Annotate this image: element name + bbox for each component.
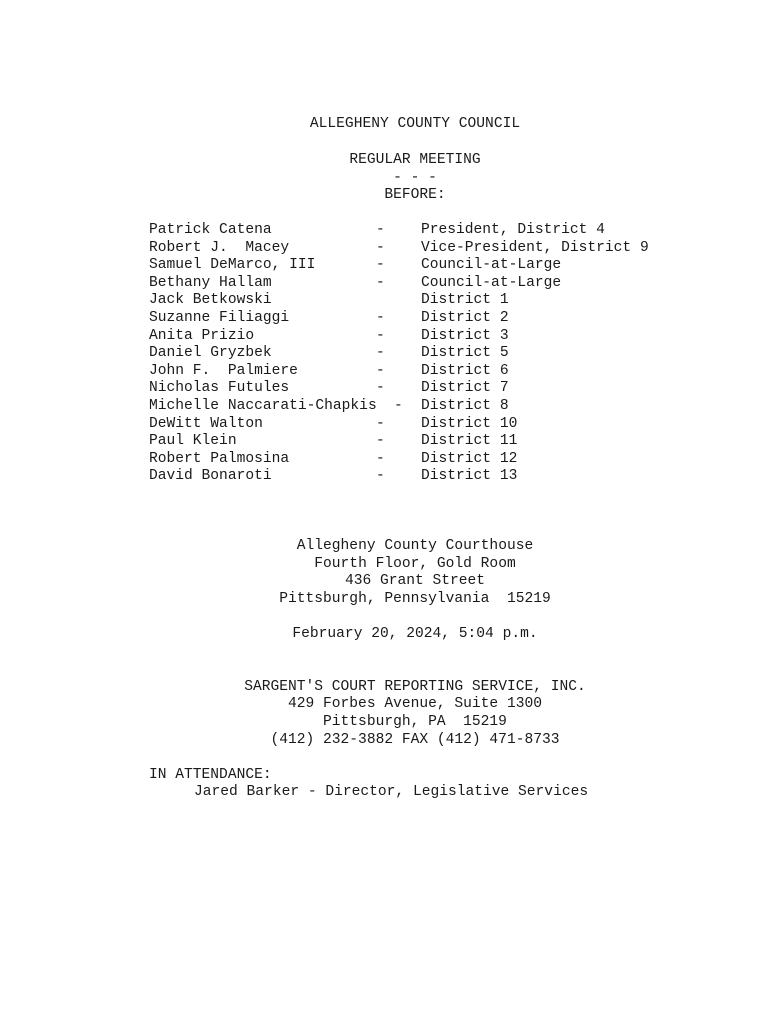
member-dash: -	[376, 415, 385, 432]
member-dash: -	[376, 274, 385, 291]
member-role: District 6	[421, 362, 509, 379]
reporter-city: Pittsburgh, PA 15219	[323, 714, 507, 730]
member-role: Council-at-Large	[421, 274, 562, 291]
member-name: Patrick Catena	[149, 222, 272, 238]
member-role: District 10	[421, 415, 518, 432]
location-city: Pittsburgh, Pennsylvania 15219	[279, 591, 551, 607]
member-name: Samuel DeMarco, III	[149, 257, 316, 274]
member-name: Paul Klein	[149, 433, 237, 450]
member-name: Anita Prizio	[149, 327, 255, 344]
member-role: President, District 4	[421, 222, 605, 238]
member-name: John F. Palmiere	[149, 362, 298, 379]
member-dash: -	[376, 345, 385, 362]
member-role: District 8	[421, 398, 509, 414]
member-dash: -	[376, 310, 385, 326]
member-role: District 5	[421, 345, 509, 362]
reporter-company: SARGENT'S COURT REPORTING SERVICE, INC.	[244, 679, 586, 695]
member-dash: -	[376, 222, 385, 238]
member-name: Bethany Hallam	[149, 274, 272, 291]
member-role: District 2	[421, 310, 509, 326]
member-role: District 1	[421, 292, 509, 309]
member-role: Council-at-Large	[421, 257, 562, 274]
member-name: Michelle Naccarati-Chapkis	[149, 398, 377, 414]
member-dash: -	[376, 450, 385, 467]
member-dash: -	[376, 468, 385, 485]
member-name: Jack Betkowski	[149, 292, 272, 309]
member-role: District 7	[421, 380, 509, 397]
member-name: David Bonaroti	[149, 468, 272, 485]
member-role: Vice-President, District 9	[421, 239, 649, 256]
reporter-address: 429 Forbes Avenue, Suite 1300	[288, 696, 542, 712]
member-dash: -	[376, 362, 385, 379]
reporter-phone: (412) 232-3882 FAX (412) 471-8733	[270, 732, 560, 748]
member-dash: -	[376, 433, 385, 450]
location-street: 436 Grant Street	[344, 573, 486, 589]
before-label: BEFORE:	[384, 187, 446, 203]
attendance-entry: Jared Barker - Director, Legislative Services	[194, 784, 589, 800]
meeting-type: REGULAR MEETING	[349, 152, 481, 168]
location-building: Allegheny County Courthouse	[296, 538, 534, 554]
member-name: DeWitt Walton	[149, 415, 263, 432]
member-dash: -	[376, 380, 385, 397]
meeting-datetime: February 20, 2024, 5:04 p.m.	[292, 626, 538, 642]
member-dash: -	[376, 239, 385, 256]
location-room: Fourth Floor, Gold Room	[314, 556, 516, 572]
member-dash: -	[394, 398, 403, 414]
separator: - - -	[393, 170, 437, 186]
member-name: Robert J. Macey	[149, 239, 290, 256]
attendance-label: IN ATTENDANCE:	[149, 767, 272, 783]
council-title: ALLEGHENY COUNTY COUNCIL	[309, 116, 521, 132]
member-name: Daniel Gryzbek	[149, 345, 272, 362]
member-role: District 12	[421, 450, 518, 467]
member-name: Nicholas Futules	[149, 380, 290, 397]
member-dash: -	[376, 257, 385, 274]
member-role: District 3	[421, 327, 509, 344]
member-role: District 13	[421, 468, 518, 485]
member-name: Suzanne Filiaggi	[149, 310, 290, 326]
member-name: Robert Palmosina	[149, 450, 290, 467]
member-dash: -	[376, 327, 385, 344]
member-role: District 11	[421, 433, 518, 450]
